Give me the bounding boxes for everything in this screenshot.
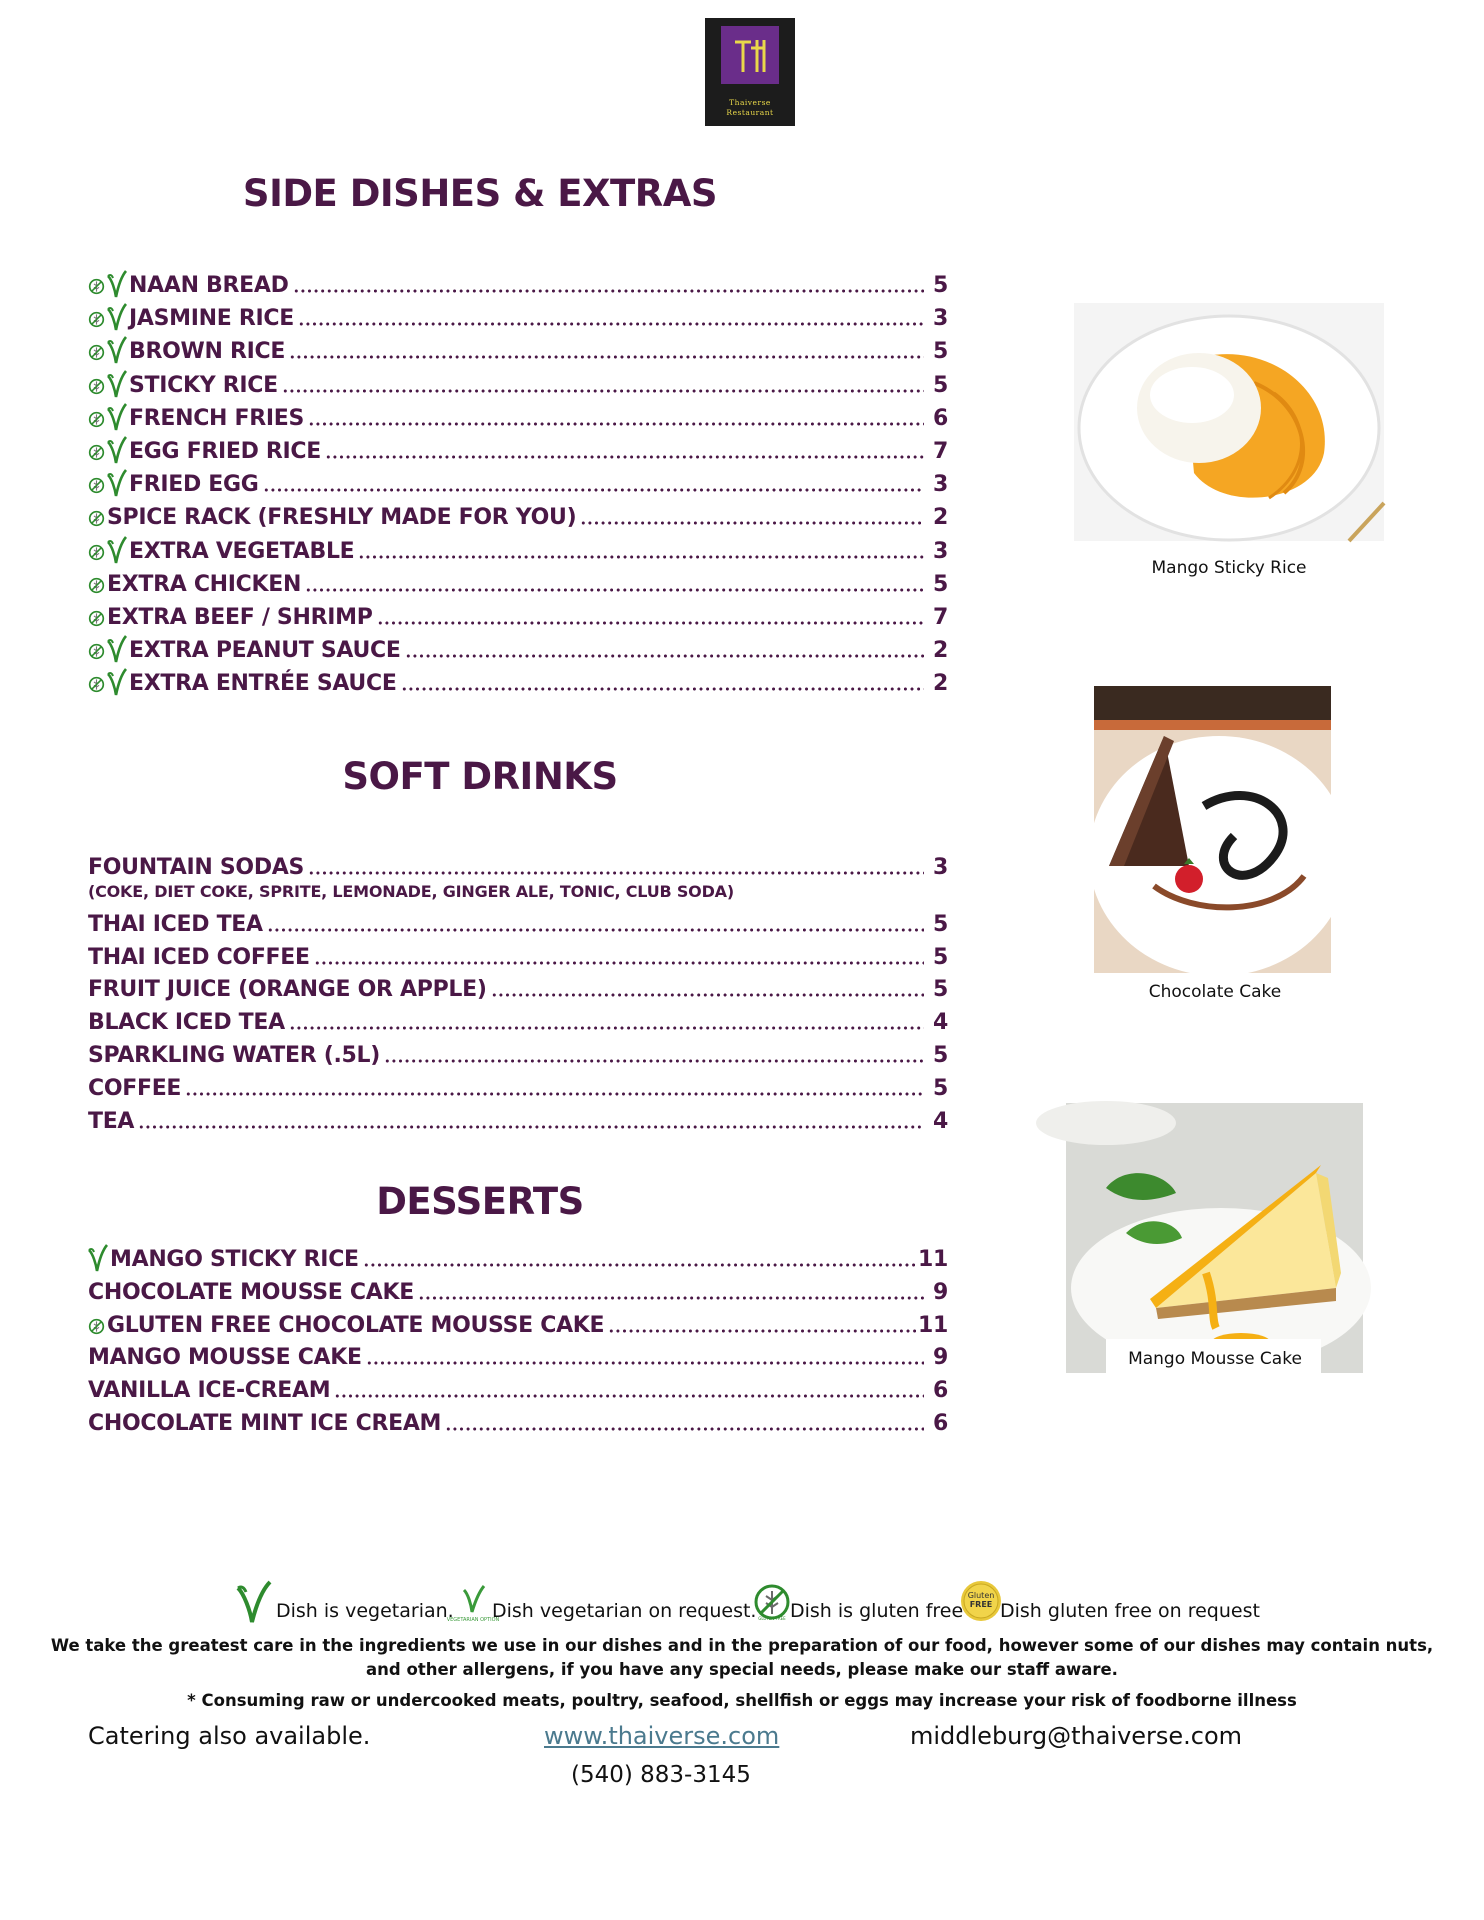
vegetarian-icon xyxy=(107,536,129,564)
dot-leader xyxy=(334,1393,924,1399)
menu-item xyxy=(88,907,948,937)
menu-item xyxy=(88,1242,948,1272)
raw-food-warning: * Consuming raw or undercooked meats, poultry, seafood, shellfish or eggs may increase your risk of foodborne illness xyxy=(187,1691,1297,1710)
menu-item-price: 5 xyxy=(932,911,948,937)
section-title-desserts: DESSERTS xyxy=(376,1180,584,1223)
dietary-icons xyxy=(88,1244,110,1272)
gluten-free-icon xyxy=(88,378,107,398)
menu-item xyxy=(88,567,948,597)
menu-item-price: 2 xyxy=(932,638,948,664)
menu-item-name: EXTRA PEANUT SAUCE xyxy=(129,638,401,664)
dot-leader xyxy=(384,1058,924,1064)
gluten-free-icon xyxy=(88,311,107,331)
dietary-icons xyxy=(88,303,129,331)
menu-item xyxy=(88,1104,948,1134)
gluten-free-badge-text: GLUTEN FREE xyxy=(758,1616,786,1621)
menu-item xyxy=(88,401,948,431)
menu-item-name: MANGO STICKY RICE xyxy=(110,1247,359,1272)
menu-item xyxy=(88,633,948,663)
dot-leader xyxy=(580,520,924,526)
section-title-sides: SIDE DISHES & EXTRAS xyxy=(242,172,718,215)
menu-item xyxy=(88,1406,948,1436)
vegetarian-request-badge-text: VEGETARIAN OPTION xyxy=(446,1617,500,1623)
menu-item xyxy=(88,534,948,564)
dietary-icons xyxy=(88,510,107,530)
menu-item-name: EXTRA CHICKEN xyxy=(107,571,302,597)
menu-item-price: 5 xyxy=(932,372,948,398)
menu-item-name: EXTRA ENTRÉE SAUCE xyxy=(129,671,397,697)
dietary-icons xyxy=(88,1318,107,1338)
menu-item-price: 9 xyxy=(932,1279,948,1305)
gluten-free-icon xyxy=(88,444,107,464)
menu-item xyxy=(88,972,948,1002)
menu-item-name: BROWN RICE xyxy=(129,339,286,365)
dot-leader xyxy=(185,1091,924,1097)
menu-item-price: 4 xyxy=(932,1010,948,1036)
dot-leader xyxy=(263,487,924,493)
gluten-free-icon xyxy=(88,1318,107,1338)
dot-leader xyxy=(267,927,924,933)
dietary-icons xyxy=(88,336,129,364)
menu-item-name: EXTRA VEGETABLE xyxy=(129,538,355,564)
menu-item-price: 6 xyxy=(932,1378,948,1404)
dot-leader xyxy=(445,1426,924,1432)
menu-item-price: 5 xyxy=(932,273,948,298)
menu-item-price: 5 xyxy=(932,571,948,597)
email-address[interactable]: middleburg@thaiverse.com xyxy=(910,1722,1243,1750)
gluten-free-icon xyxy=(88,411,107,431)
menu-item-name: GLUTEN FREE CHOCOLATE MOUSSE CAKE xyxy=(107,1312,605,1338)
menu-item-price: 2 xyxy=(932,505,948,531)
gluten-free-request-icon xyxy=(960,1580,1002,1627)
gf-badge-text-1: Gluten xyxy=(967,1591,995,1600)
menu-item-price: 5 xyxy=(932,1075,948,1101)
dietary-icons xyxy=(88,270,129,298)
menu-item xyxy=(88,368,948,398)
menu-item xyxy=(88,1038,948,1068)
menu-item xyxy=(88,940,948,970)
dot-leader xyxy=(491,992,924,998)
vegetarian-icon xyxy=(88,1244,110,1272)
allergen-note-line2: and other allergens, if you have any special needs, please make our staff aware. xyxy=(366,1660,1118,1679)
vegetarian-icon xyxy=(107,635,129,663)
logo-text-line2: Restaurant xyxy=(726,108,774,117)
dot-leader xyxy=(308,870,924,876)
dot-leader xyxy=(293,288,924,294)
dot-leader xyxy=(366,1360,924,1366)
gluten-free-icon xyxy=(88,278,107,298)
menu-item-price: 11 xyxy=(917,1247,948,1272)
vegetarian-request-icon xyxy=(446,1584,500,1629)
gluten-free-icon xyxy=(88,643,107,663)
dietary-icons xyxy=(88,370,129,398)
dietary-icons xyxy=(88,635,129,663)
gluten-free-icon xyxy=(88,577,107,597)
menu-item-price: 5 xyxy=(932,1043,948,1068)
vegetarian-icon xyxy=(107,469,129,497)
gluten-free-legend-icon xyxy=(752,1582,792,1627)
dot-leader xyxy=(377,620,924,626)
photo-chocolate-cake xyxy=(1094,686,1331,973)
gluten-free-icon xyxy=(88,344,107,364)
gluten-free-icon xyxy=(88,544,107,564)
menu-item xyxy=(88,1373,948,1403)
dot-leader xyxy=(405,653,924,659)
menu-item-name: FRIED EGG xyxy=(129,472,259,498)
menu-item xyxy=(88,334,948,364)
restaurant-logo xyxy=(705,18,795,126)
menu-item xyxy=(88,268,948,298)
menu-item-name: MANGO MOUSSE CAKE xyxy=(88,1345,362,1371)
menu-item-name: EXTRA BEEF / SHRIMP xyxy=(107,605,373,630)
dot-leader xyxy=(418,1295,924,1301)
dot-leader xyxy=(289,354,924,360)
dot-leader xyxy=(282,388,924,394)
dot-leader xyxy=(363,1262,916,1268)
dietary-icons xyxy=(88,403,129,431)
dietary-icons xyxy=(88,610,107,630)
vegetarian-icon xyxy=(107,668,129,696)
menu-item xyxy=(88,1005,948,1035)
legend-gluten-free-text: Dish is gluten free xyxy=(790,1600,964,1622)
dot-leader xyxy=(298,321,924,327)
menu-item xyxy=(88,666,948,696)
menu-item-name: THAI ICED TEA xyxy=(88,911,263,937)
menu-item-name: CHOCOLATE MINT ICE CREAM xyxy=(88,1411,442,1436)
dietary-legend xyxy=(0,1580,1484,1624)
menu-item-name: JASMINE RICE xyxy=(129,306,294,332)
menu-item-name: SPARKLING WATER (.5L) xyxy=(88,1043,381,1068)
vegetarian-icon xyxy=(107,270,129,298)
gluten-free-icon xyxy=(88,610,107,630)
dietary-icons xyxy=(88,577,107,597)
menu-item xyxy=(88,500,948,530)
gluten-free-icon xyxy=(88,510,107,530)
vegetarian-icon xyxy=(107,336,129,364)
dot-leader xyxy=(608,1328,916,1334)
menu-item-price: 3 xyxy=(932,855,948,880)
menu-item-name: THAI ICED COFFEE xyxy=(88,944,310,970)
menu-item-price: 3 xyxy=(932,472,948,498)
caption-chocolate-cake: Chocolate Cake xyxy=(1148,982,1282,1002)
allergen-note-line1: We take the greatest care in the ingredients we use in our dishes and in the preparation of our food, however some of our dishes may contain nuts, xyxy=(50,1636,1434,1655)
menu-item-name: FRUIT JUICE (ORANGE OR APPLE) xyxy=(88,977,487,1003)
menu-item-price: 7 xyxy=(932,439,948,464)
vegetarian-legend-icon xyxy=(236,1580,272,1629)
caption-mango-mousse-cake: Mango Mousse Cake xyxy=(1128,1349,1302,1369)
menu-item-price: 6 xyxy=(932,405,948,431)
menu-item-price: 3 xyxy=(932,538,948,564)
menu-item xyxy=(88,1275,948,1305)
menu-item xyxy=(88,850,948,880)
vegetarian-icon xyxy=(107,303,129,331)
legend-vegetarian-request-text: Dish vegetarian on request. xyxy=(492,1600,757,1622)
dot-leader xyxy=(358,554,924,560)
menu-item xyxy=(88,600,948,630)
dietary-icons xyxy=(88,536,129,564)
gluten-free-icon xyxy=(88,477,107,497)
menu-item-price: 7 xyxy=(932,605,948,630)
menu-item-price: 11 xyxy=(917,1312,948,1338)
dietary-icons xyxy=(88,436,129,464)
section-title-drinks: SOFT DRINKS xyxy=(342,755,618,798)
menu-item-name: COFFEE xyxy=(88,1075,182,1101)
menu-item-name: CHOCOLATE MOUSSE CAKE xyxy=(88,1279,414,1305)
dot-leader xyxy=(314,960,924,966)
menu-item-price: 9 xyxy=(932,1345,948,1371)
logo-mark-icon xyxy=(721,26,779,84)
vegetarian-icon xyxy=(107,436,129,464)
dot-leader xyxy=(325,454,924,460)
gf-badge-text-2: FREE xyxy=(969,1600,993,1609)
phone-number[interactable]: (540) 883-3145 xyxy=(571,1762,751,1788)
menu-item-name: NAAN BREAD xyxy=(129,273,289,298)
website-link[interactable]: www.thaiverse.com xyxy=(544,1722,780,1750)
menu-item-price: 5 xyxy=(932,339,948,365)
menu-item-name: TEA xyxy=(88,1108,135,1134)
menu-item-price: 5 xyxy=(932,944,948,970)
dietary-icons xyxy=(88,469,129,497)
vegetarian-icon xyxy=(107,403,129,431)
menu-item-price: 6 xyxy=(932,1411,948,1436)
gluten-free-icon xyxy=(88,676,107,696)
menu-item-name: VANILLA ICE-CREAM xyxy=(88,1378,331,1404)
menu-item-price: 5 xyxy=(932,977,948,1003)
legend-gluten-free-request-text: Dish gluten free on request xyxy=(1000,1600,1260,1622)
menu-item-name: SPICE RACK (FRESHLY MADE FOR YOU) xyxy=(107,505,577,531)
menu-item xyxy=(88,467,948,497)
dietary-icons xyxy=(88,668,129,696)
dot-leader xyxy=(305,587,924,593)
photo-mango-sticky-rice xyxy=(1074,303,1384,541)
menu-item xyxy=(88,1308,948,1338)
menu-item xyxy=(88,1071,948,1101)
menu-item-price: 4 xyxy=(932,1108,948,1134)
dot-leader xyxy=(401,686,924,692)
caption-mango-sticky-rice: Mango Sticky Rice xyxy=(1151,558,1307,578)
menu-item-name: FOUNTAIN SODAS xyxy=(88,855,305,880)
menu-item-name: STICKY RICE xyxy=(129,372,278,398)
menu-item-price: 2 xyxy=(932,671,948,697)
legend-vegetarian-text: Dish is vegetarian. xyxy=(276,1600,454,1622)
logo-text-line1: Thaiverse xyxy=(729,98,771,107)
dot-leader xyxy=(308,421,924,427)
menu-item-price: 3 xyxy=(932,306,948,332)
menu-item xyxy=(88,1340,948,1370)
menu-item-name: BLACK ICED TEA xyxy=(88,1010,285,1036)
menu-item-name: EGG FRIED RICE xyxy=(129,439,322,464)
vegetarian-icon xyxy=(107,370,129,398)
dot-leader xyxy=(289,1025,924,1031)
menu-item-name: FRENCH FRIES xyxy=(129,405,305,431)
fountain-sodas-note: (COKE, DIET COKE, SPRITE, LEMONADE, GINGER ALE, TONIC, CLUB SODA) xyxy=(88,882,734,901)
menu-item xyxy=(88,301,948,331)
dot-leader xyxy=(138,1124,924,1130)
catering-note: Catering also available. xyxy=(88,1722,371,1750)
menu-item xyxy=(88,434,948,464)
photo-mango-mousse-cake xyxy=(1066,1103,1363,1373)
